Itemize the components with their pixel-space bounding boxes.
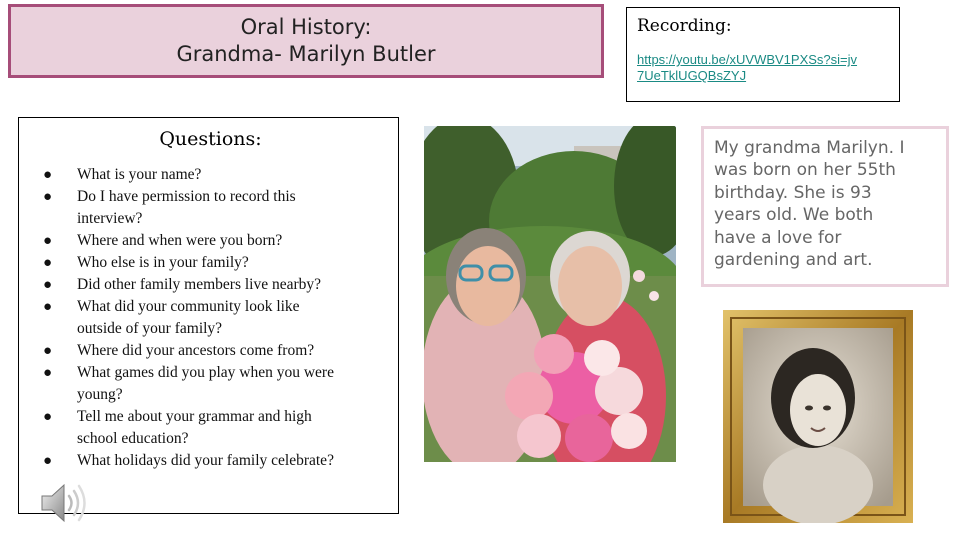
question-text: Did other family members live nearby? [77, 276, 322, 293]
bullet: ● [43, 343, 53, 359]
title-box [8, 4, 604, 78]
question-text: Tell me about your grammar and high [77, 408, 312, 425]
title-line-1: Oral History: [240, 15, 372, 39]
family-photo [424, 126, 676, 462]
question-text-cont: school education? [77, 430, 189, 447]
question-item [41, 362, 380, 406]
question-text: What did your community look like [77, 298, 300, 315]
questions-heading: Questions: [159, 128, 262, 150]
bio-box [701, 126, 949, 287]
question-item [41, 274, 380, 296]
bio-line: My grandma Marilyn. I [714, 138, 905, 158]
question-text-cont: interview? [77, 210, 143, 227]
speaker-icon[interactable] [38, 480, 88, 526]
question-item [41, 164, 380, 186]
recording-box [626, 7, 900, 102]
bio-line: years old. We both [714, 205, 874, 226]
question-item [41, 186, 380, 230]
question-text: Where did your ancestors come from? [77, 342, 315, 359]
question-item [41, 230, 380, 252]
question-text-cont: young? [77, 386, 123, 403]
bullet: ● [43, 409, 53, 425]
question-text: What holidays did your family celebrate? [77, 452, 334, 469]
recording-link[interactable] [637, 52, 889, 84]
bio-line: birthday. She is 93 [714, 182, 872, 203]
question-item [41, 406, 380, 450]
bullet: ● [43, 233, 53, 249]
question-item [41, 450, 380, 472]
bio-line: have a love for [714, 227, 842, 248]
bio-line: was born on her 55th [714, 160, 896, 181]
bio-line: gardening and art. [714, 250, 873, 271]
questions-list [41, 164, 380, 472]
question-text: Where and when were you born? [77, 232, 283, 249]
bullet: ● [43, 299, 53, 315]
bullet: ● [43, 167, 53, 183]
question-text: What games did you play when you were [77, 364, 334, 381]
recording-link-line-1[interactable]: https://youtu.be/xUVWBV1PXSs?si=jv [637, 52, 858, 67]
recording-label: Recording: [637, 16, 732, 36]
bullet: ● [43, 277, 53, 293]
vintage-portrait [723, 310, 913, 523]
question-item [41, 340, 380, 362]
bullet: ● [43, 453, 53, 469]
question-item [41, 252, 380, 274]
question-text: Who else is in your family? [77, 254, 249, 271]
question-item [41, 296, 380, 340]
bullet: ● [43, 255, 53, 271]
questions-box [18, 117, 399, 514]
question-text: Do I have permission to record this [77, 188, 296, 205]
bullet: ● [43, 365, 53, 381]
question-text: What is your name? [77, 166, 202, 183]
question-text-cont: outside of your family? [77, 320, 223, 337]
title-line-2: Grandma- Marilyn Butler [176, 42, 436, 66]
recording-link-line-2[interactable]: 7UeTklUGQBsZYJ [637, 68, 747, 83]
bullet: ● [43, 189, 53, 205]
